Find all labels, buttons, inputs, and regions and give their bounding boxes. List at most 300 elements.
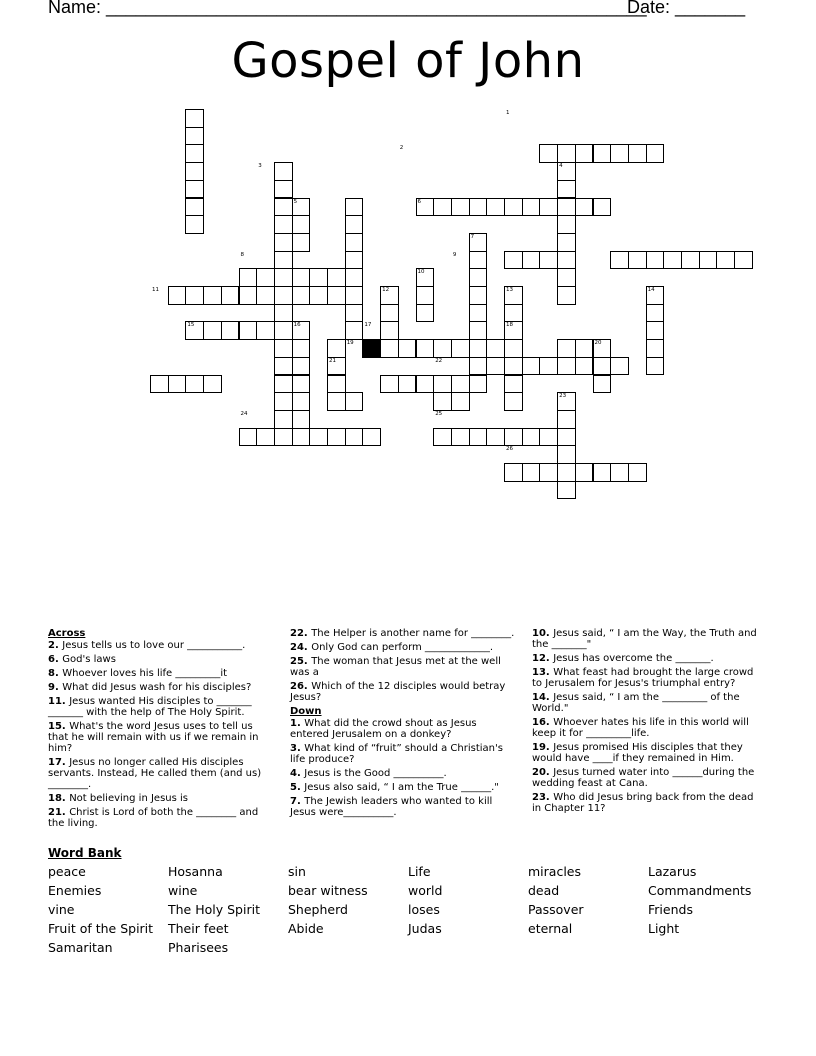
crossword-cell[interactable] [274, 357, 293, 376]
crossword-cell[interactable] [327, 375, 346, 394]
crossword-cell[interactable] [504, 251, 523, 270]
crossword-cell[interactable] [681, 251, 700, 270]
crossword-cell[interactable] [610, 251, 629, 270]
clue-item [48, 640, 274, 651]
crossword-cell[interactable] [309, 428, 328, 447]
crossword-cell[interactable] [469, 268, 488, 287]
crossword-cell[interactable] [557, 286, 576, 305]
clue-number: 24. [290, 642, 312, 653]
crossword-cell[interactable] [274, 375, 293, 394]
crossword-cell[interactable] [274, 233, 293, 252]
crossword-cell[interactable] [292, 428, 311, 447]
crossword-cell[interactable] [646, 321, 665, 340]
crossword-cell[interactable] [451, 392, 470, 411]
crossword-cell[interactable] [628, 144, 647, 163]
crossword-cell[interactable] [557, 268, 576, 287]
name-field-label[interactable]: Name: ______________________________________________________ [48, 0, 647, 17]
clues-column-2 [290, 628, 516, 821]
crossword-cell[interactable] [203, 286, 222, 305]
clue-text: Jesus turned water into ______during the wedding feast at Cana. [532, 767, 755, 789]
crossword-cell[interactable] [185, 180, 204, 199]
clue-number: 11. [48, 696, 70, 707]
clue-number-label: 21 [329, 357, 336, 364]
word-bank-word: Commandments [648, 883, 752, 898]
clue-item [48, 807, 274, 829]
word-bank-word: Fruit of the Spirit [48, 921, 154, 936]
crossword-cell[interactable] [185, 109, 204, 128]
crossword-cell[interactable] [327, 286, 346, 305]
clue-number-label: 8 [240, 251, 244, 258]
clue-number: 20. [532, 767, 554, 778]
crossword-cell[interactable] [292, 392, 311, 411]
clue-text: Jesus said, “ I am the _________ of the World." [532, 692, 740, 714]
crossword-cell[interactable] [557, 357, 576, 376]
crossword-cell[interactable] [274, 198, 293, 217]
clue-number-label: 19 [346, 340, 354, 347]
crossword-cell[interactable] [557, 251, 576, 270]
crossword-cell[interactable] [239, 428, 258, 447]
clue-number: 6. [48, 654, 63, 665]
crossword-cell[interactable] [185, 198, 204, 217]
crossword-cell[interactable] [557, 144, 576, 163]
crossword-cell[interactable] [593, 357, 612, 376]
clue-item [532, 742, 762, 764]
word-bank-word: Enemies [48, 883, 102, 898]
clue-number: 7. [290, 796, 305, 807]
across-heading: Across [48, 628, 86, 639]
clue-number: 8. [48, 668, 63, 679]
crossword-cell[interactable] [239, 268, 258, 287]
crossword-cell[interactable] [522, 428, 541, 447]
crossword-cell[interactable] [292, 268, 311, 287]
crossword-cell[interactable] [628, 463, 647, 482]
crossword-cell[interactable] [398, 339, 417, 358]
crossword-cell[interactable] [504, 392, 523, 411]
crossword-cell[interactable] [345, 321, 364, 340]
crossword-cell[interactable] [646, 339, 665, 358]
word-bank-word: Friends [648, 902, 693, 917]
clue-number-label: 6 [417, 198, 421, 205]
crossword-cell[interactable] [274, 339, 293, 358]
crossword-cell[interactable] [274, 215, 293, 234]
crossword-cell[interactable] [292, 357, 311, 376]
clue-item [48, 793, 274, 804]
crossword-cell[interactable] [646, 144, 665, 163]
crossword-cell[interactable] [539, 198, 558, 217]
clue-text: Whoever loves his life _________it [62, 668, 228, 679]
crossword-cell[interactable] [256, 268, 275, 287]
crossword-cell[interactable] [380, 339, 399, 358]
crossword-cell[interactable] [327, 268, 346, 287]
crossword-cell[interactable] [575, 357, 594, 376]
word-bank-word: Hosanna [168, 864, 223, 879]
crossword-cell[interactable] [663, 251, 682, 270]
clue-item [290, 782, 516, 793]
crossword-cell[interactable] [646, 251, 665, 270]
clue-text: The Helper is another name for ________. [311, 628, 515, 639]
clue-item [532, 628, 762, 650]
crossword-cell[interactable] [522, 251, 541, 270]
clue-number-label: 5 [293, 198, 298, 205]
crossword-cell[interactable] [557, 410, 576, 429]
crossword-cell[interactable] [380, 321, 399, 340]
clue-item [48, 682, 274, 693]
clue-text: Jesus wanted His disciples to _______ _______ with the help of The Holy Spirit. [48, 696, 252, 718]
crossword-cell[interactable] [716, 251, 735, 270]
clue-item [48, 696, 274, 718]
crossword-cell[interactable] [433, 198, 452, 217]
clue-text: Who did Jesus bring back from the dead in Chapter 11? [532, 792, 754, 814]
crossword-cell[interactable] [522, 463, 541, 482]
clue-item [532, 717, 762, 739]
clue-number-label: 16 [293, 322, 301, 329]
crossword-cell[interactable] [539, 463, 558, 482]
crossword-cell[interactable] [433, 375, 452, 394]
clue-number: 19. [532, 742, 554, 753]
crossword-cell[interactable] [274, 251, 293, 270]
crossword-cell[interactable] [274, 162, 293, 181]
clue-text: Which of the 12 disciples would betray Jesus? [290, 681, 506, 703]
clue-text: What did the crowd shout as Jesus entered Jerusalem on a donkey? [290, 718, 477, 740]
clue-number-label: 12 [382, 287, 390, 293]
crossword-cell[interactable] [557, 428, 576, 447]
crossword-cell[interactable] [522, 357, 541, 376]
crossword-cell[interactable] [345, 233, 364, 252]
crossword-cell[interactable] [469, 428, 488, 447]
crossword-cell[interactable] [327, 392, 346, 411]
clue-text: What kind of “fruit” should a Christian's life produce? [290, 743, 503, 765]
clue-text: What's the word Jesus uses to tell us that he will remain with us if we remain in him? [48, 721, 259, 754]
crossword-cell[interactable] [433, 428, 452, 447]
clue-number-label: 26 [506, 446, 513, 453]
crossword-cell[interactable] [274, 304, 293, 323]
crossword-cell[interactable] [380, 375, 399, 394]
crossword-cell[interactable] [504, 375, 523, 394]
clue-number-label: 9 [452, 251, 457, 258]
clue-text: What did Jesus wash for his disciples? [62, 682, 252, 693]
crossword-cell[interactable] [699, 251, 718, 270]
word-bank-word: sin [288, 864, 306, 879]
crossword-cell[interactable] [274, 392, 293, 411]
crossword-cell[interactable] [185, 127, 204, 146]
clue-number: 17. [48, 757, 70, 768]
clue-number-label: 14 [647, 287, 655, 293]
word-bank-word: Their feet [168, 921, 229, 936]
crossword-cell[interactable] [539, 251, 558, 270]
clue-item [532, 792, 762, 814]
crossword-cell[interactable] [557, 215, 576, 234]
crossword-cell[interactable] [469, 251, 488, 270]
crossword-cell[interactable] [486, 198, 505, 217]
clues-column-3 [532, 628, 762, 817]
crossword-cell[interactable] [309, 286, 328, 305]
clue-number-label: 22 [435, 357, 443, 364]
clue-text: Jesus is the Good __________. [304, 768, 447, 779]
clue-number-label: 25 [435, 410, 443, 417]
crossword-cell[interactable] [451, 339, 470, 358]
clue-number: 26. [290, 681, 312, 692]
crossword-cell[interactable] [256, 286, 275, 305]
crossword-cell[interactable] [610, 357, 629, 376]
clue-text: Whoever hates his life in this world will keep it for _________life. [532, 717, 749, 739]
clue-item [290, 656, 516, 678]
clue-item [48, 654, 274, 665]
crossword-cell[interactable] [345, 304, 364, 323]
crossword-cell[interactable] [593, 198, 612, 217]
clue-number: 2. [48, 640, 63, 651]
page-title: Gospel of John [231, 33, 585, 89]
crossword-cell[interactable] [292, 410, 311, 429]
clue-item [532, 767, 762, 789]
crossword-cell[interactable] [256, 321, 275, 340]
word-bank-word: peace [48, 864, 86, 879]
crossword-cell[interactable] [557, 339, 576, 358]
crossword-cell[interactable] [628, 251, 647, 270]
word-bank-word: The Holy Spirit [168, 902, 260, 917]
crossword-cell[interactable] [185, 375, 204, 394]
crossword-cell[interactable] [239, 286, 258, 305]
clue-number-label: 2 [399, 145, 404, 152]
crossword-cell[interactable] [185, 286, 204, 305]
crossword-cell[interactable] [504, 339, 523, 358]
clue-text: The Jewish leaders who wanted to kill Jesus were__________. [290, 796, 493, 818]
clue-number-label: 13 [506, 287, 513, 293]
crossword-cell[interactable] [274, 410, 293, 429]
black-square [362, 339, 381, 358]
crossword-cell[interactable] [345, 268, 364, 287]
word-bank-word: Pharisees [168, 940, 229, 955]
crossword-cell[interactable] [274, 180, 293, 199]
crossword-cell[interactable] [327, 428, 346, 447]
crossword-cell[interactable] [274, 428, 293, 447]
clue-item [290, 628, 516, 639]
crossword-cell[interactable] [185, 144, 204, 163]
date-field-label[interactable]: Date: _______ [627, 0, 746, 17]
crossword-cell[interactable] [539, 428, 558, 447]
crossword-cell[interactable] [575, 463, 594, 482]
crossword-cell[interactable] [593, 144, 612, 163]
crossword-cell[interactable] [345, 286, 364, 305]
clue-number: 15. [48, 721, 70, 732]
crossword-cell[interactable] [416, 375, 435, 394]
clue-text: Christ is Lord of both the ________ and the living. [48, 807, 259, 829]
word-bank-word: loses [408, 902, 440, 917]
crossword-cell[interactable] [416, 304, 435, 323]
crossword-cell[interactable] [451, 375, 470, 394]
crossword-cell[interactable] [646, 304, 665, 323]
word-bank-word: dead [528, 883, 560, 898]
crossword-cell[interactable] [646, 357, 665, 376]
clue-number-label: 7 [470, 233, 475, 240]
crossword-cell[interactable] [221, 286, 240, 305]
crossword-cell[interactable] [345, 198, 364, 217]
clue-number: 16. [532, 717, 554, 728]
crossword-cell[interactable] [345, 392, 364, 411]
clue-text: Jesus tells us to love our ___________. [62, 640, 246, 651]
word-bank-word: Judas [408, 921, 442, 936]
clue-item [48, 721, 274, 754]
crossword-cell[interactable] [504, 304, 523, 323]
crossword-cell[interactable] [345, 215, 364, 234]
crossword-cell[interactable] [469, 375, 488, 394]
clue-number: 12. [532, 653, 554, 664]
crossword-cell[interactable] [575, 144, 594, 163]
clue-number: 21. [48, 807, 70, 818]
crossword-cell[interactable] [416, 286, 435, 305]
word-bank-word: bear witness [288, 883, 368, 898]
crossword-cell[interactable] [504, 463, 523, 482]
clue-item [48, 668, 274, 679]
crossword-cell[interactable] [203, 321, 222, 340]
crossword-cell[interactable] [203, 375, 222, 394]
clue-number-label: 4 [559, 163, 563, 170]
crossword-cell[interactable] [557, 198, 576, 217]
clue-number-label: 10 [417, 269, 425, 276]
clue-item [532, 653, 762, 664]
crossword-cell[interactable] [451, 428, 470, 447]
crossword-cell[interactable] [557, 463, 576, 482]
crossword-cell[interactable] [168, 286, 187, 305]
crossword-cell[interactable] [345, 428, 364, 447]
clue-item [290, 718, 516, 740]
crossword-cell[interactable] [274, 286, 293, 305]
word-bank-word: wine [168, 883, 198, 898]
word-bank-title: Word Bank [48, 846, 122, 860]
clue-text: Jesus said, “ I am the Way, the Truth and the _______" [532, 628, 757, 650]
clue-number: 3. [290, 743, 305, 754]
crossword-cell[interactable] [327, 339, 346, 358]
crossword-cell[interactable] [610, 144, 629, 163]
crossword-cell[interactable] [274, 321, 293, 340]
crossword-cell[interactable] [362, 428, 381, 447]
word-bank-word: eternal [528, 921, 573, 936]
word-bank-word: miracles [528, 864, 581, 879]
clue-text: Jesus has overcome the _______. [553, 653, 714, 664]
clues-column-1 [48, 628, 274, 832]
clue-item [290, 743, 516, 765]
word-bank-word: Lazarus [648, 864, 697, 879]
clue-number: 14. [532, 692, 554, 703]
crossword-cell[interactable] [469, 321, 488, 340]
crossword-cell[interactable] [734, 251, 753, 270]
crossword-cell[interactable] [185, 215, 204, 234]
crossword-cell[interactable] [256, 428, 275, 447]
clue-item [290, 681, 516, 703]
crossword-cell[interactable] [504, 198, 523, 217]
crossword-cell[interactable] [593, 375, 612, 394]
crossword-cell[interactable] [345, 251, 364, 270]
crossword-cell[interactable] [486, 339, 505, 358]
clue-number: 22. [290, 628, 312, 639]
crossword-cell[interactable] [575, 198, 594, 217]
crossword-cell[interactable] [380, 304, 399, 323]
crossword-cell[interactable] [469, 198, 488, 217]
clue-number-label: 15 [187, 322, 195, 329]
crossword-cell[interactable] [292, 215, 311, 234]
clue-item [290, 642, 516, 653]
clue-text: Jesus also said, “ I am the True ______." [304, 782, 499, 793]
clue-number-label: 23 [559, 393, 567, 400]
clue-number-label: 24 [240, 410, 248, 417]
clue-number: 25. [290, 656, 312, 667]
word-bank-word: Life [408, 864, 431, 879]
crossword-cell[interactable] [451, 198, 470, 217]
crossword-cell[interactable] [239, 321, 258, 340]
crossword-cell[interactable] [292, 233, 311, 252]
crossword-cell[interactable] [292, 375, 311, 394]
crossword-cell[interactable] [185, 162, 204, 181]
clue-item [532, 692, 762, 714]
crossword-cell[interactable] [557, 180, 576, 199]
crossword-cell[interactable] [539, 357, 558, 376]
crossword-cell[interactable] [504, 357, 523, 376]
crossword-cell[interactable] [469, 286, 488, 305]
crossword-cell[interactable] [292, 339, 311, 358]
crossword-cell[interactable] [292, 286, 311, 305]
clue-number: 4. [290, 768, 305, 779]
crossword-cell[interactable] [557, 481, 576, 500]
word-bank-word: Abide [288, 921, 324, 936]
word-bank-word: Samaritan [48, 940, 113, 955]
clue-number: 10. [532, 628, 554, 639]
crossword-cell[interactable] [486, 428, 505, 447]
word-bank-word: Shepherd [288, 902, 348, 917]
word-bank-word: world [408, 883, 443, 898]
clue-text: Only God can perform _____________. [311, 642, 494, 653]
crossword-cell[interactable] [168, 375, 187, 394]
crossword-cell[interactable] [398, 375, 417, 394]
clue-number: 13. [532, 667, 554, 678]
crossword-cell[interactable] [150, 375, 169, 394]
crossword-cell[interactable] [593, 463, 612, 482]
clue-text: Jesus no longer called His disciples servants. Instead, He called them (and us) ________. [48, 757, 262, 790]
crossword-cell[interactable] [433, 339, 452, 358]
clue-number-label: 3 [258, 163, 262, 170]
down-heading: Down [290, 706, 322, 717]
clue-item [532, 667, 762, 689]
crossword-cell[interactable] [416, 339, 435, 358]
crossword-cell[interactable] [309, 268, 328, 287]
clue-number-label: 11 [152, 287, 159, 293]
clue-number-label: 18 [506, 322, 513, 329]
crossword-cell[interactable] [522, 198, 541, 217]
crossword-cell[interactable] [469, 357, 488, 376]
word-bank-word: vine [48, 902, 75, 917]
clue-item [290, 796, 516, 818]
crossword-cell[interactable] [539, 144, 558, 163]
crossword-cell[interactable] [469, 339, 488, 358]
crossword-cell[interactable] [575, 339, 594, 358]
clue-number-label: 17 [364, 322, 372, 329]
clue-number: 5. [290, 782, 305, 793]
word-bank-word: Passover [528, 902, 584, 917]
clue-number: 9. [48, 682, 63, 693]
crossword-cell[interactable] [469, 304, 488, 323]
clue-text: The woman that Jesus met at the well was a [290, 656, 501, 678]
crossword-cell[interactable] [557, 233, 576, 252]
clue-item [48, 757, 274, 790]
crossword-cell[interactable] [274, 268, 293, 287]
crossword-cell[interactable] [221, 321, 240, 340]
clue-number-label: 1 [506, 110, 510, 116]
crossword-cell[interactable] [433, 392, 452, 411]
clue-text: Jesus promised His disciples that they would have ____if they remained in Him. [532, 742, 743, 764]
crossword-cell[interactable] [557, 445, 576, 464]
crossword-cell[interactable] [610, 463, 629, 482]
crossword-cell[interactable] [486, 357, 505, 376]
word-bank-word: Light [648, 921, 680, 936]
crossword-cell[interactable] [504, 428, 523, 447]
